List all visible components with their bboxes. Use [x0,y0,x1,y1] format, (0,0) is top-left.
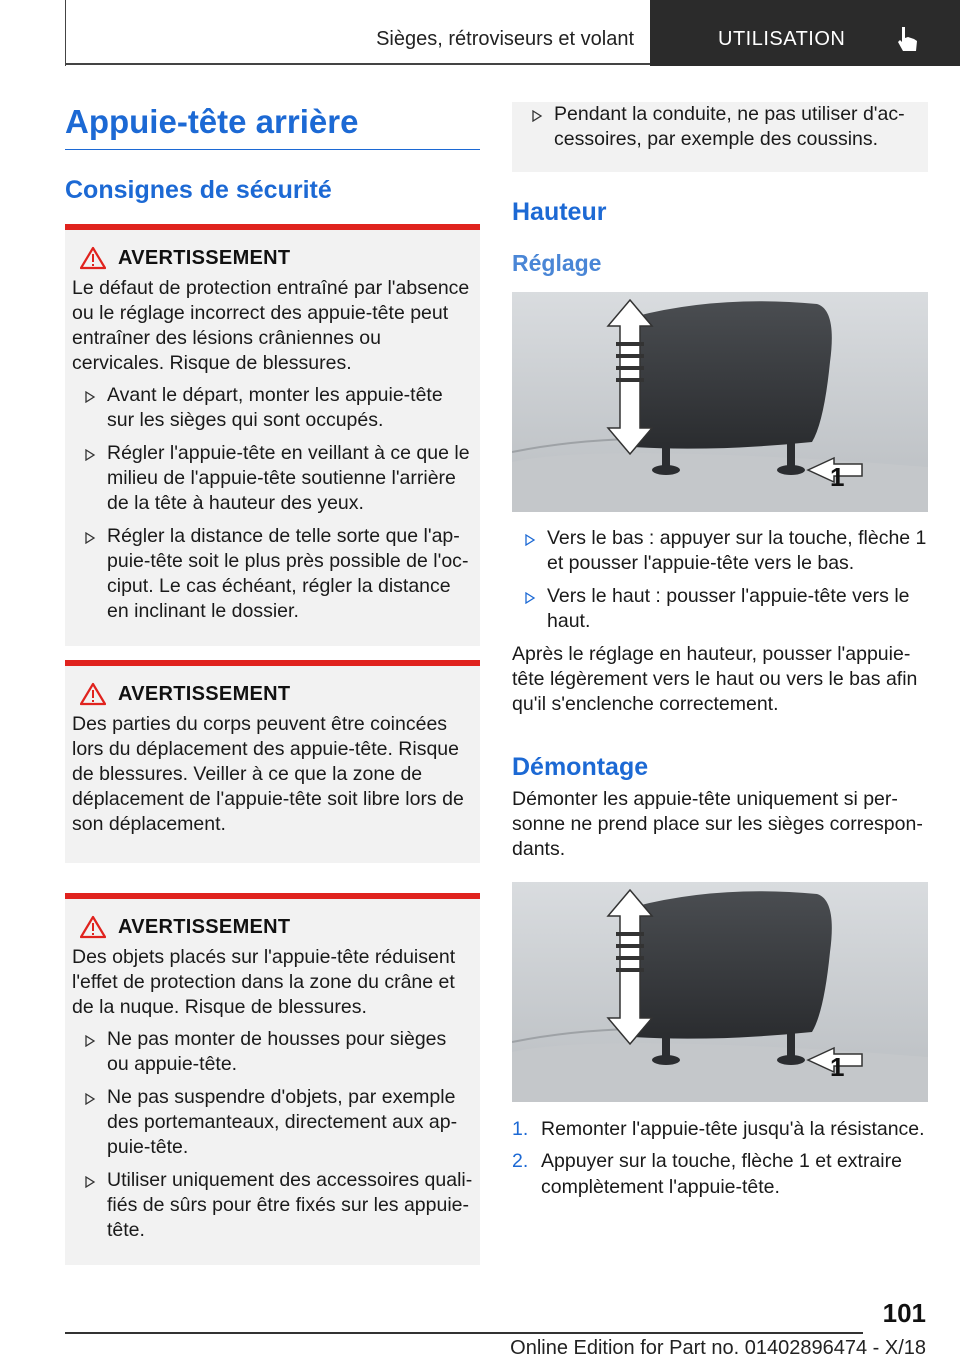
removal-text: Démonter les appuie-tête uniquement si personne ne prend place sur les sièges correspondants. [512,788,923,860]
triangle-bullet-icon [84,391,96,403]
warning-triangle-icon [72,245,106,271]
header-underline [65,63,650,65]
figure-label: 1 [830,1052,845,1082]
page-title: Appuie-tête arrière [65,100,480,150]
adjust-note: Après le réglage en hauteur, pousser l'appuie-tête légèrement vers le haut ou vers le bas afin qu'il s'enclenche correctement. [512,643,918,715]
warning-text: Des parties du corps peuvent être coincées lors du déplacement des appuie-tête. Risque de blessures. Veiller à ce que la zone de déplacement de l'appuie-tête soit libre lors de son déplacement. [72,713,464,835]
edition-note: Online Edition for Part no. 01402896474 - X/18 [510,1337,926,1359]
list-item: Avant le départ, monter les appuie-tête sur les sièges qui sont occupés. [72,383,473,433]
triangle-bullet-icon [84,1035,96,1047]
warning-box [65,224,480,646]
list-item: Ne pas suspendre d'objets, par exemple des portemanteaux, directement aux appuie-tête. [72,1085,473,1160]
headrest-illustration [512,882,928,1102]
list-item: Vers le bas : appuyer sur la touche, flèche 1 et pousser l'appuie-tête vers le bas. [512,526,928,576]
warning-triangle-icon [72,681,106,707]
triangle-bullet-icon [84,449,96,461]
warning-list [72,383,473,624]
headrest-figure [512,292,928,512]
list-item: Régler l'appuie-tête en veillant à ce que le milieu de l'appuie-tête soutienne l'arrière de la tête à hauteur des yeux. [72,441,473,516]
list-item: Utiliser uniquement des accessoires qualifiés de sûrs pour être fixés sur les appuie-tête. [72,1168,473,1243]
warning-text: Des objets placés sur l'appuie-tête réduisent l'effet de protection dans la zone du crâne et de la nuque. Risque de blessures. [72,946,456,1018]
figure-label: 1 [830,462,845,492]
warning-title: AVERTISSEMENT [118,682,291,705]
warning-list [72,1027,473,1243]
triangle-bullet-icon [524,534,536,546]
headrest-illustration [512,292,928,512]
list-item: Régler la distance de telle sorte que l'appuie-tête soit le plus près possible de l'occiput. Le cas échéant, régler la distance en inclinant le dossier. [72,524,473,624]
list-item: Pendant la conduite, ne pas utiliser d'accessoires, par exemple des coussins. [519,102,921,152]
list-item: 2. Appuyer sur la touche, flèche 1 et extraire complètement l'appuie-tête. [512,1150,902,1198]
warning-box [65,660,480,863]
warning-box [65,893,480,1265]
triangle-bullet-icon [84,1093,96,1105]
section-title: Sièges, rétroviseurs et volant [376,28,634,50]
list-item: Ne pas monter de housses pour sièges ou appuie-tête. [72,1027,473,1077]
warning-header [72,244,473,272]
triangle-bullet-icon [524,592,536,604]
removal-steps [512,1116,928,1200]
warning-title: AVERTISSEMENT [118,915,291,938]
page-number: 101 [882,1298,926,1328]
headrest-figure [512,882,928,1102]
section-heading-safety: Consignes de sécurité [65,176,332,204]
subsection-heading-adjust: Réglage [512,250,602,276]
footer-divider [65,1332,863,1334]
right-column [512,102,928,1206]
triangle-bullet-icon [531,110,543,122]
pointing-hand-icon [893,24,923,54]
warning-triangle-icon [72,914,106,940]
warning-box-continued [512,102,928,172]
warning-header [72,680,473,708]
section-heading-removal: Démontage [512,753,649,781]
triangle-bullet-icon [84,532,96,544]
list-item: Vers le haut : pousser l'appuie-tête vers le haut. [512,584,928,634]
warning-list [519,102,921,152]
section-heading-height: Hauteur [512,198,607,226]
chapter-title: UTILISATION [718,28,846,50]
warning-text: Le défaut de protection entraîné par l'absence ou le réglage incorrect des appuie-tête peut entraîner des lésions crâniennes ou cervicales. Risque de blessures. [72,277,470,374]
list-item: 1. Remonter l'appuie-tête jusqu'à la résistance. [512,1118,925,1140]
left-column [65,100,480,1265]
warning-header [72,913,473,941]
warning-title: AVERTISSEMENT [118,246,291,269]
adjust-list [512,526,928,634]
triangle-bullet-icon [84,1176,96,1188]
